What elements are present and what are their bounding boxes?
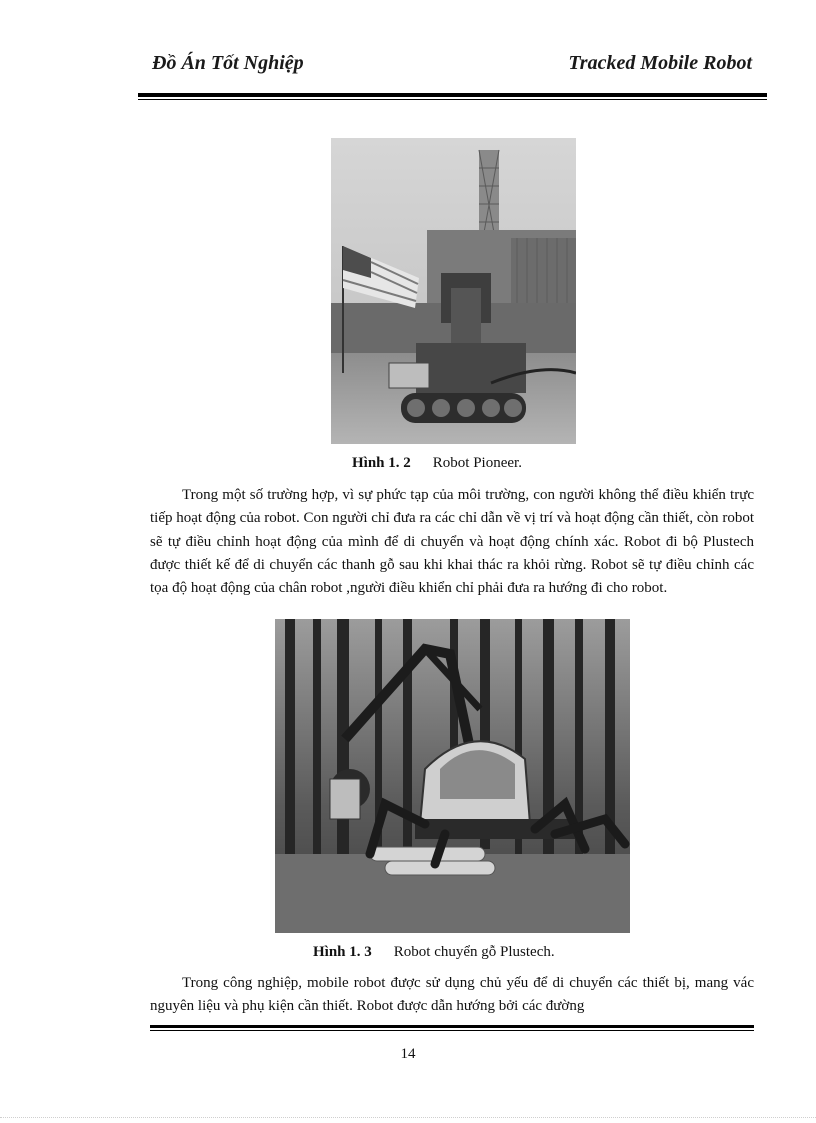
- figure-caption-text: Robot chuyển gỗ Plustech.: [393, 944, 555, 960]
- robot-pioneer-image: [331, 138, 576, 444]
- body-paragraph: Trong công nghiệp, mobile robot được sử dụng chủ yếu để di chuyển các thiết bị, mang vác nguyên liệu và phụ kiện cần thiết. Robot được dẫn hướng bởi các đường: [150, 975, 754, 1015]
- figure-robot-pioneer-photo: [331, 138, 576, 444]
- figure-label: Hình 1. 2: [352, 455, 411, 471]
- footer-rule: [150, 1025, 754, 1028]
- figure-caption-text: Robot Pioneer.: [432, 455, 522, 471]
- body-paragraph: Trong một số trường hợp, vì sự phức tạp của môi trường, con người không thể điều khiển trực tiếp hoạt động của robot. Con người chỉ đưa ra các chỉ dẫn về vị trí và hoạt động cần thiết, còn robot sẽ tự điều chỉnh hoạt động của mình để di chuyển và hoạt động chính xác. Robot đi bộ Plustech được thiết kế để di chuyển các thanh gỗ sau khi khai thác ra khỏi rừng. Robot sẽ tự điều chỉnh các tọa độ hoạt động của chân robot ,người điều khiển chỉ phải đưa ra hướng đi cho robot.: [150, 487, 754, 597]
- footer-rule-thin: [150, 1030, 754, 1031]
- header-right-title: Tracked Mobile Robot: [568, 52, 752, 74]
- figure-caption-robot-pioneer: [352, 455, 522, 472]
- plustech-robot-image: [275, 619, 630, 933]
- page-edge-dotted-line: [0, 1117, 816, 1118]
- figure-caption-plustech: [313, 944, 555, 961]
- figure-plustech-robot-photo: [275, 619, 630, 933]
- header-rule: [138, 93, 767, 97]
- header-left-title: Đồ Án Tốt Nghiệp: [152, 52, 304, 74]
- figure-label: Hình 1. 3: [313, 944, 372, 960]
- page-number: 14: [400, 1046, 416, 1062]
- header-rule-thin: [138, 99, 767, 100]
